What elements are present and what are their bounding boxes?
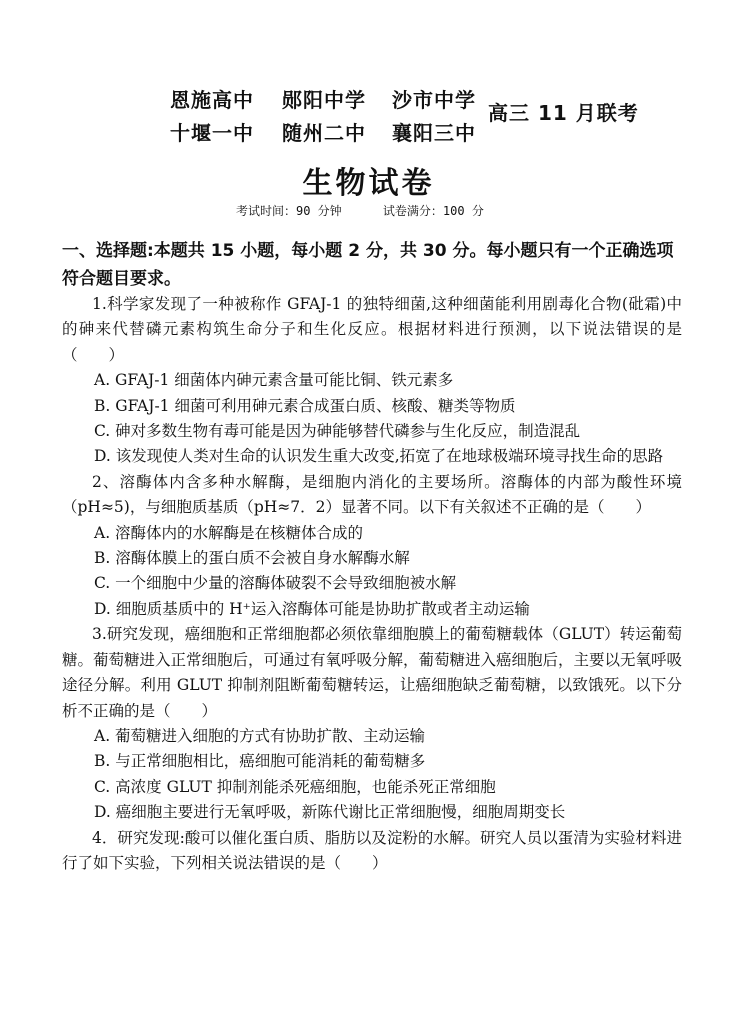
school-name: 恩施高中 xyxy=(170,88,254,112)
school-name: 十堰一中 xyxy=(170,121,254,145)
exam-meta xyxy=(236,202,518,219)
option-a: A. 溶酶体内的水解酶是在核糖体合成的 xyxy=(94,523,364,542)
option-c: C. 砷对多数生物有毒可能是因为砷能够替代磷参与生化反应，制造混乱 xyxy=(94,422,581,441)
question-4 xyxy=(62,826,682,877)
option-b: B. GFAJ-1 细菌可利用砷元素合成蛋白质、核酸、糖类等物质 xyxy=(94,396,516,415)
school-name: 随州二中 xyxy=(282,121,366,145)
school-list xyxy=(170,84,492,146)
option-d: D. 该发现使人类对生命的认识发生重大改变,拓宽了在地球极端环境寻找生命的思路 xyxy=(94,447,664,466)
option-d: D. 癌细胞主要进行无氧呼吸，新陈代谢比正常细胞慢，细胞周期变长 xyxy=(94,803,566,822)
option-a: A. GFAJ-1 细菌体内砷元素含量可能比铜、铁元素多 xyxy=(94,371,454,390)
question-1 xyxy=(62,292,682,470)
section-heading: 一、选择题:本题共 15 小题，每小题 2 分，共 30 分。每小题只有一个正确选项符合题目要求。 xyxy=(62,241,674,289)
option-d: D. 细胞质基质中的 H⁺运入溶酶体可能是协助扩散或者主动运输 xyxy=(94,599,530,618)
school-name: 郧阳中学 xyxy=(282,88,366,112)
option-c: C. 一个细胞中少量的溶酶体破裂不会导致细胞被水解 xyxy=(94,574,457,593)
page-title: 生物试卷 xyxy=(302,166,435,201)
option-b: B. 溶酶体膜上的蛋白质不会被自身水解酶水解 xyxy=(94,549,410,568)
exam-name: 高三 11 月联考 xyxy=(488,101,639,125)
question-2 xyxy=(62,470,682,622)
question-stem: 1.科学家发现了一种被称作 GFAJ-1 的独特细菌,这种细菌能利用剧毒化合物(砒霜)中的砷来代替磷元素构筑生命分子和生化反应。根据材料进行预测，以下说法错误的是（ ） xyxy=(62,295,682,364)
option-a: A. 葡萄糖进入细胞的方式有协助扩散、主动运输 xyxy=(94,726,426,745)
question-stem: 4．研究发现:酸可以催化蛋白质、脂肪以及淀粉的水解。研究人员以蛋清为实验材料进行了如下实验，下列相关说法错误的是（ ） xyxy=(62,828,682,872)
question-list xyxy=(62,292,682,876)
school-name: 襄阳三中 xyxy=(392,121,476,145)
option-b: B. 与正常细胞相比，癌细胞可能消耗的葡萄糖多 xyxy=(94,752,426,771)
option-c: C. 高浓度 GLUT 抑制剂能杀死癌细胞，也能杀死正常细胞 xyxy=(94,777,496,796)
exam-time: 考试时间：90 分钟 xyxy=(236,204,342,218)
question-stem: 2、溶酶体内含多种水解酶，是细胞内消化的主要场所。溶酶体的内部为酸性环境（pH≈5)，与细胞质基质（pH≈7．2）显著不同。以下有关叙述不正确的是（ ） xyxy=(62,472,682,517)
question-stem: 3.研究发现，癌细胞和正常细胞都必须依靠细胞膜上的葡萄糖载体（GLUT）转运葡萄糖。葡萄糖进入正常细胞后，可通过有氧呼吸分解，葡萄糖进入癌细胞后，主要以无氧呼吸途径分解。利用 GLUT 抑制剂阻断葡萄糖转运，让癌细胞缺乏葡萄糖，以致饿死。以下分析不正确的是（ ） xyxy=(62,625,683,720)
question-3 xyxy=(62,622,682,825)
school-name: 沙市中学 xyxy=(392,88,476,112)
exam-score: 试卷满分：100 分 xyxy=(382,204,484,218)
